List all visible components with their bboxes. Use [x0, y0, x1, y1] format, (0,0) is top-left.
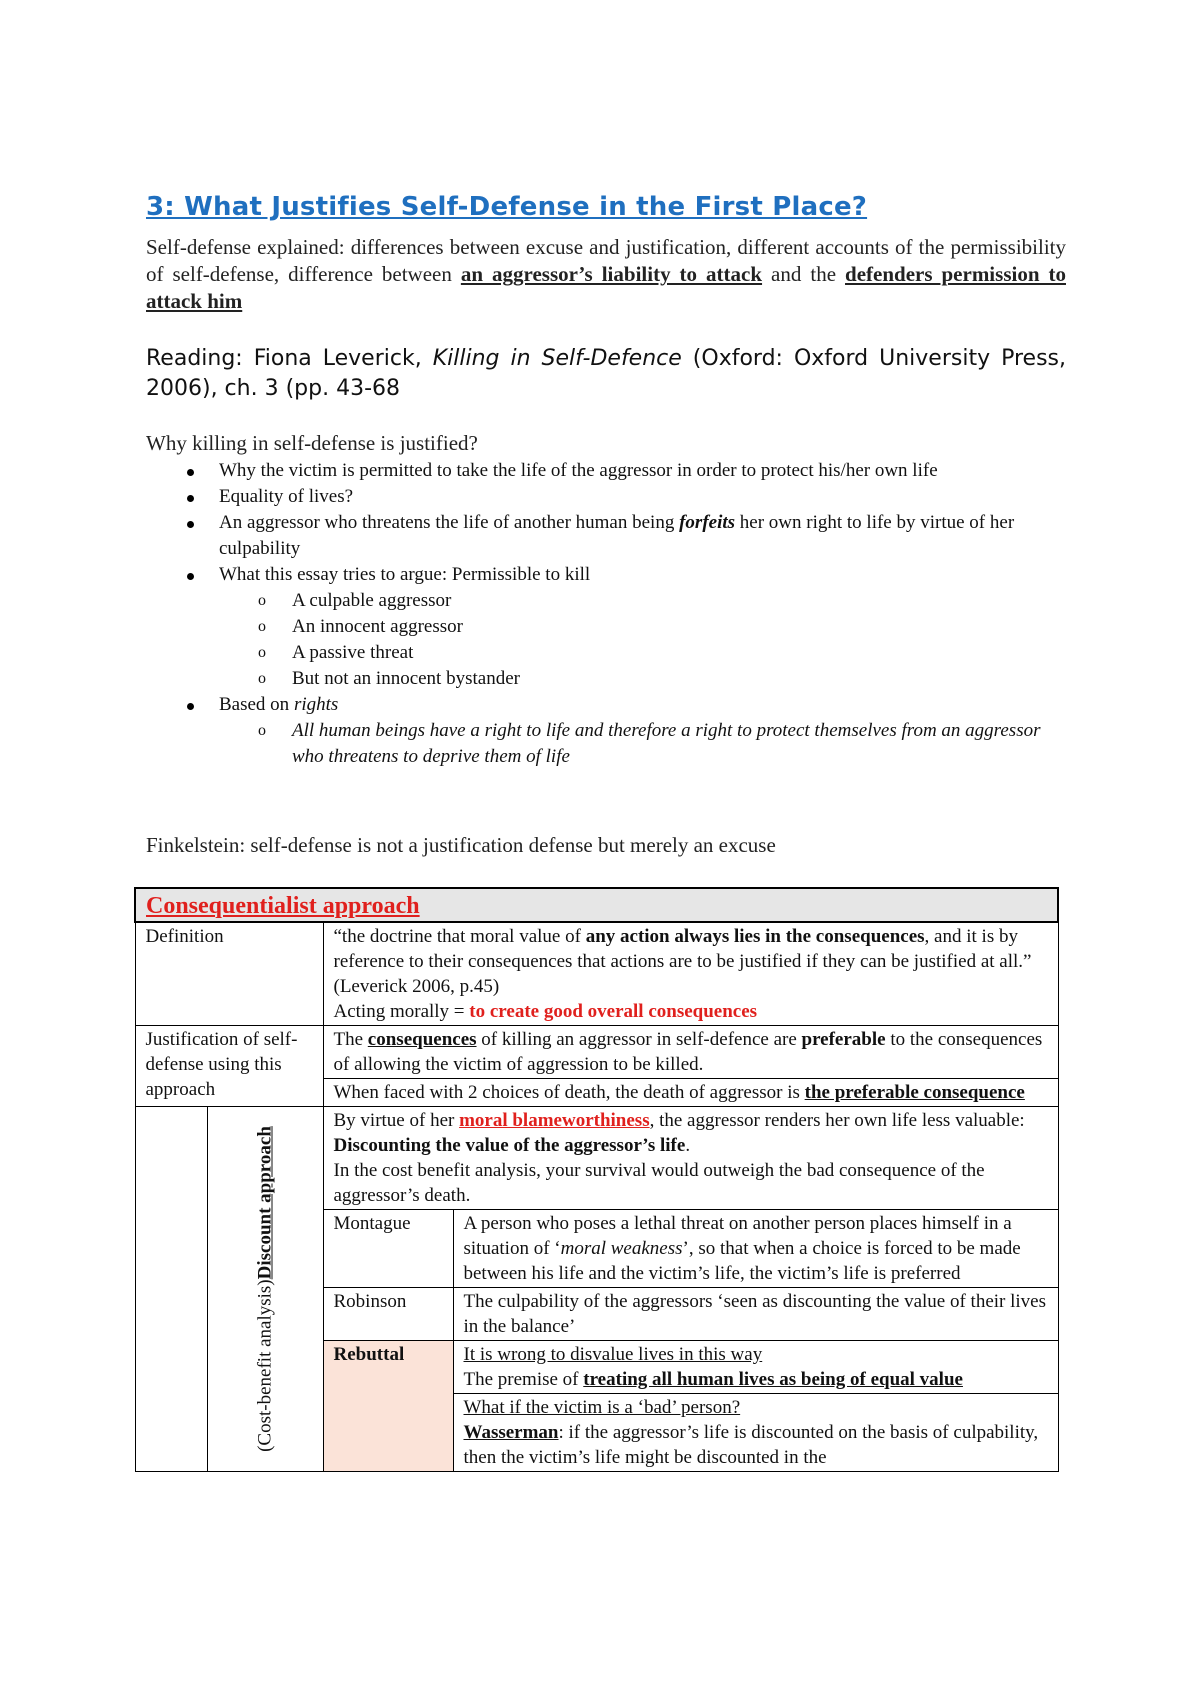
list-item: Equality of lives? — [146, 484, 1066, 510]
consequentialist-table — [134, 887, 1059, 1472]
discount-side-label: (Cost-benefit analysis)Discount approach — [207, 1107, 323, 1472]
table-row — [135, 922, 1058, 1026]
montague-label: Montague — [323, 1210, 453, 1288]
rebuttal-cell: What if the victim is a ‘bad’ person? Wasserman: if the aggressor’s life is discounted on the basis of culpability, then the victim’s life might be discounted in the — [453, 1394, 1058, 1472]
rebuttal-label: Rebuttal — [323, 1341, 453, 1472]
sub-list-item: o But not an innocent bystander — [146, 666, 1066, 692]
bullet-icon — [187, 469, 194, 476]
sub-list-item: o All human beings have a right to life and therefore a right to protect themselves from an aggressor who threatens to deprive them of life — [258, 720, 1041, 767]
why-title: Why killing in self-defense is justified? — [146, 431, 478, 455]
sub-list-item: o An innocent aggressor — [146, 614, 1066, 640]
permission-phrase: defenders permission to attack him — [146, 262, 1066, 313]
circle-bullet-icon: o — [258, 670, 266, 687]
list-item: Based on rights — [146, 692, 1066, 718]
table-row — [135, 1107, 1058, 1210]
liability-phrase: an aggressor’s liability to attack — [460, 262, 763, 286]
reading-reference: Reading: Fiona Leverick, Killing in Self-Defence (Oxford: Oxford University Press, 2006), ch. 3 (pp. 43-68 — [146, 346, 1066, 401]
circle-bullet-icon: o — [258, 722, 266, 739]
table-header-row — [135, 888, 1058, 922]
montague-cell: A person who poses a lethal threat on another person places himself in a situation of ‘moral weakness’, so that when a choice is forced to be made between his life and the victim’s life, the victim’s life is preferred — [453, 1210, 1058, 1288]
rebuttal-cell: It is wrong to disvalue lives in this way The premise of treating all human lives as being of equal value — [453, 1341, 1058, 1394]
table-row — [135, 1026, 1058, 1079]
robinson-label: Robinson — [323, 1288, 453, 1341]
robinson-cell: The culpability of the aggressors ‘seen as discounting the value of their lives in the balance’ — [453, 1288, 1058, 1341]
list-item: An aggressor who threatens the life of another human being forfeits her own right to life by virtue of her culpability — [146, 510, 1066, 562]
list-item: Why the victim is permitted to take the life of the aggressor in order to protect his/her own life — [146, 458, 1066, 484]
justification-cell: The consequences of killing an aggressor in self-defence are preferable to the consequences of allowing the victim of aggression to be killed. — [323, 1026, 1058, 1079]
finkelstein-note: Finkelstein: self-defense is not a justification defense but merely an excuse — [146, 833, 776, 857]
intro-paragraph: Self-defense explained: differences between excuse and justification, different accounts of the permissibility of self-defense, difference between an aggressor’s liability to attack and the defenders permission to attack him — [146, 235, 1066, 313]
bullet-icon — [187, 521, 194, 528]
section-heading: 3: What Justifies Self-Defense in the First Place? — [146, 192, 868, 222]
definition-cell: “the doctrine that moral value of any action always lies in the consequences, and it is by reference to their consequences that actions are to be justified if they can be justified at all.” (Leverick 2006, p.45) Acting morally = to create good overall consequences — [323, 922, 1058, 1026]
circle-bullet-icon: o — [258, 644, 266, 661]
justification-label: Justification of self-defense using this approach — [135, 1026, 323, 1107]
justification-cell: When faced with 2 choices of death, the death of aggressor is the preferable consequence — [323, 1079, 1058, 1107]
circle-bullet-icon: o — [258, 618, 266, 635]
discount-intro-cell: By virtue of her moral blameworthiness, the aggressor renders her own life less valuable: Discounting the value of the aggressor’s life. In the cost benefit analysis, your survival would outweigh the bad consequence of the aggressor’s death. — [323, 1107, 1058, 1210]
bullet-icon — [187, 495, 194, 502]
sub-list-item: o A culpable aggressor — [146, 588, 1066, 614]
bullet-icon — [187, 573, 194, 580]
empty-cell — [135, 1107, 207, 1472]
circle-bullet-icon: o — [258, 592, 266, 609]
bullet-list — [146, 458, 1066, 770]
definition-label: Definition — [135, 922, 323, 1026]
bullet-icon — [187, 703, 194, 710]
list-item: What this essay tries to argue: Permissible to kill — [146, 562, 1066, 588]
table-title: Consequentialist approach — [146, 893, 420, 919]
book-title: Killing in Self-Defence — [432, 346, 682, 371]
sub-list-item: o A passive threat — [146, 640, 1066, 666]
